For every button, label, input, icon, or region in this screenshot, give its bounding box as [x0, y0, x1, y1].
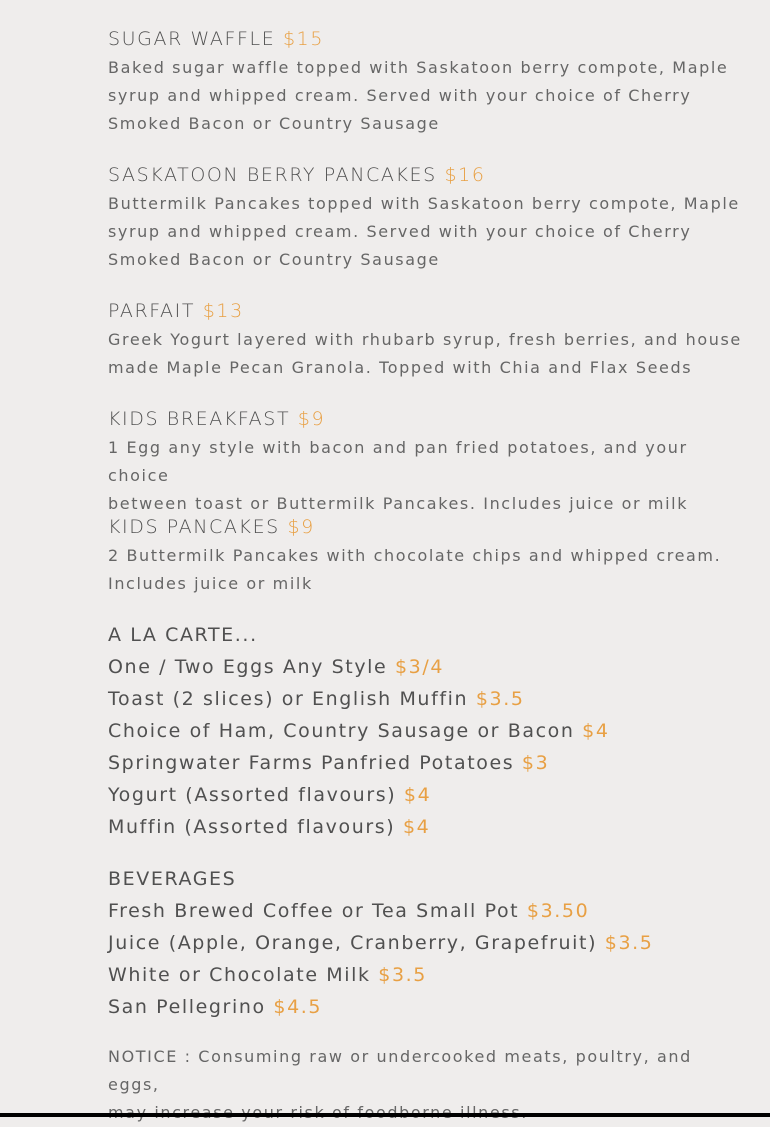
menu-item-name: SASKATOON BERRY PANCAKES — [108, 164, 437, 186]
menu-item-price: $9 — [287, 516, 315, 538]
menu-item-title — [108, 405, 748, 433]
line-name: Choice of Ham, Country Sausage or Bacon — [108, 720, 575, 742]
menu-item-kids-pancakes — [108, 513, 748, 598]
a-la-carte-line — [108, 651, 748, 683]
menu-item-price: $9 — [297, 408, 326, 430]
line-name: Yogurt (Assorted flavours) — [108, 784, 397, 806]
line-price: $4 — [402, 816, 431, 838]
menu-item-description: 2 Buttermilk Pancakes with chocolate chips and whipped cream. Includes juice or milk — [108, 546, 722, 593]
line-price: $3.50 — [526, 900, 590, 922]
line-price: $4 — [403, 784, 432, 806]
line-name: San Pellegrino — [108, 996, 266, 1018]
menu-item-title — [108, 25, 748, 53]
beverage-line — [108, 991, 748, 1023]
menu-item-name: KIDS PANCAKES — [108, 516, 280, 538]
menu-item-title — [108, 161, 748, 189]
menu-item-parfait — [108, 297, 748, 382]
menu-item-sugar-waffle — [108, 25, 748, 138]
line-name: White or Chocolate Milk — [108, 964, 371, 986]
menu-item-name: SUGAR WAFFLE — [108, 28, 276, 50]
menu-item-description: Greek Yogurt layered with rhubarb syrup, fresh berries, and house made Maple Pecan Granola. Topped with Chia and Flax Seeds — [108, 330, 742, 377]
a-la-carte-line — [108, 779, 748, 811]
line-price: $3.5 — [378, 964, 427, 986]
line-price: $4.5 — [273, 996, 323, 1018]
menu-item-title — [108, 513, 748, 541]
line-name: Springwater Farms Panfried Potatoes — [108, 752, 515, 774]
menu-item-description: Buttermilk Pancakes topped with Saskatoon berry compote, Maple syrup and whipped cream. Served with your choice of Cherry Smoked Bacon or Country Sausage — [108, 194, 740, 269]
line-name: Toast (2 slices) or English Muffin — [108, 688, 469, 710]
beverage-line — [108, 895, 748, 927]
bottom-border — [0, 1113, 770, 1117]
line-name: Muffin (Assorted flavours) — [108, 816, 396, 838]
line-price: $3/4 — [394, 656, 445, 678]
menu-item-price: $15 — [282, 28, 325, 50]
a-la-carte-section — [108, 621, 748, 843]
menu-item-price: $16 — [444, 164, 486, 186]
beverage-line — [108, 927, 748, 959]
menu-item-description: Baked sugar waffle topped with Saskatoon berry compote, Maple syrup and whipped cream. Served with your choice of Cherry Smoked Bacon or Country Sausage — [108, 58, 729, 133]
beverage-line — [108, 959, 748, 991]
line-name: Fresh Brewed Coffee or Tea Small Pot — [108, 900, 520, 922]
a-la-carte-line — [108, 715, 748, 747]
beverages-section — [108, 865, 748, 1023]
line-price: $3.5 — [604, 932, 654, 954]
line-name: Juice (Apple, Orange, Cranberry, Grapefruit) — [108, 932, 598, 954]
section-title: BEVERAGES — [108, 868, 237, 890]
section-title: A LA CARTE... — [108, 624, 258, 646]
menu-item-description: 1 Egg any style with bacon and pan fried potatoes, and your choice between toast or Buttermilk Pancakes. Includes juice or milk — [108, 438, 689, 513]
menu-item-name: KIDS BREAKFAST — [108, 408, 291, 430]
line-price: $3.5 — [475, 688, 525, 710]
a-la-carte-line — [108, 683, 748, 715]
menu-item-saskatoon-berry-pancakes — [108, 161, 748, 274]
menu-item-price: $13 — [202, 300, 244, 322]
menu-item-name: PARFAIT — [108, 300, 196, 322]
menu-item-kids-breakfast — [108, 405, 748, 518]
menu-item-title — [108, 297, 748, 325]
food-safety-notice: NOTICE : Consuming raw or undercooked meats, poultry, and eggs, — [108, 1047, 692, 1094]
a-la-carte-line — [108, 811, 748, 843]
line-price: $3 — [521, 752, 550, 774]
line-price: $4 — [582, 720, 610, 742]
line-name: One / Two Eggs Any Style — [108, 656, 388, 678]
a-la-carte-line — [108, 747, 748, 779]
